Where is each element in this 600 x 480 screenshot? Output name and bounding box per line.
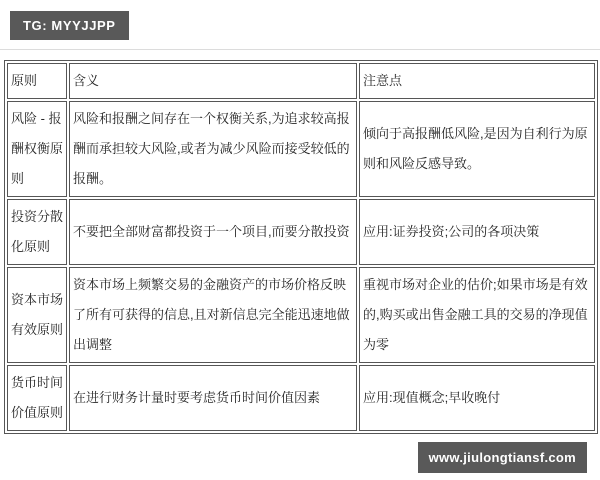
cell-note: 应用:现值概念;早收晚付	[359, 365, 595, 431]
cell-principle: 风险 - 报酬权衡原则	[7, 101, 67, 197]
cell-note: 应用:证券投资;公司的各项决策	[359, 199, 595, 265]
table-row	[7, 267, 595, 363]
table-row	[7, 101, 595, 197]
cell-meaning: 资本市场上频繁交易的金融资产的市场价格反映了所有可获得的信息,且对新信息完全能迅速地做出调整	[69, 267, 357, 363]
cell-meaning: 风险和报酬之间存在一个权衡关系,为追求较高报酬而承担较大风险,或者为减少风险而接受较低的报酬。	[69, 101, 357, 197]
top-divider	[0, 49, 600, 50]
header-principle: 原则	[7, 63, 67, 99]
header-note: 注意点	[359, 63, 595, 99]
table-row	[7, 365, 595, 431]
telegram-badge: TG: MYYJJPP	[10, 11, 129, 40]
cell-note: 倾向于高报酬低风险,是因为自利行为原则和风险反感导致。	[359, 101, 595, 197]
principles-table	[4, 60, 598, 434]
cell-meaning: 在进行财务计量时要考虑货币时间价值因素	[69, 365, 357, 431]
cell-note: 重视市场对企业的估价;如果市场是有效的,购买或出售金融工具的交易的净现值为零	[359, 267, 595, 363]
cell-principle: 资本市场有效原则	[7, 267, 67, 363]
cell-meaning: 不要把全部财富都投资于一个项目,而要分散投资	[69, 199, 357, 265]
cell-principle: 货币时间价值原则	[7, 365, 67, 431]
table-header-row	[7, 63, 595, 99]
header-meaning: 含义	[69, 63, 357, 99]
cell-principle: 投资分散化原则	[7, 199, 67, 265]
website-watermark-badge: www.jiulongtiansf.com	[418, 442, 587, 473]
table-row	[7, 199, 595, 265]
